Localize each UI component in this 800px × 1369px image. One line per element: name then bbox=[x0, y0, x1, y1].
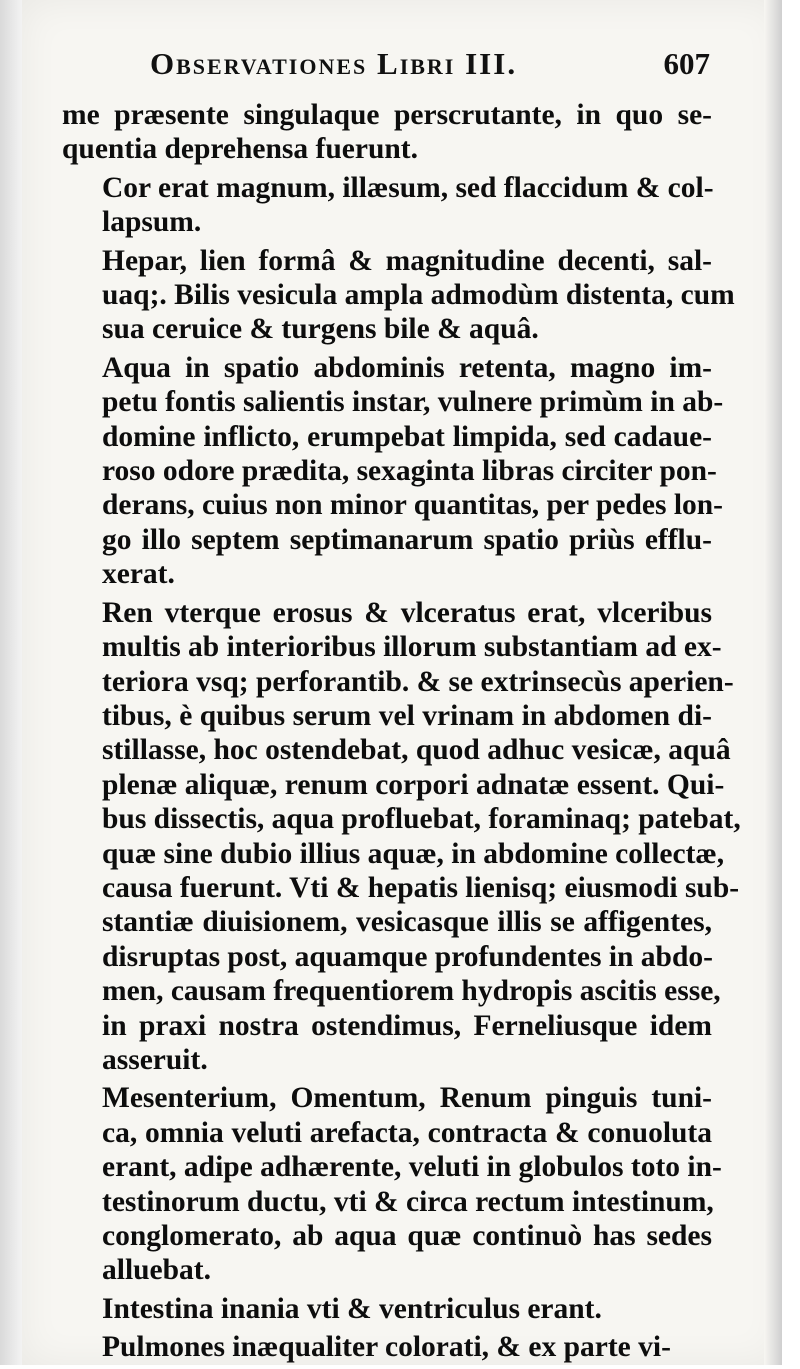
text-line: bus dissectis, aqua profluebat, foraminaq; patebat, bbox=[102, 803, 741, 836]
text-line: me præsente singulaque perscrutante, in quo se- bbox=[62, 99, 712, 131]
paragraph bbox=[62, 98, 712, 167]
text-line: testinorum ductu, vti & circa rectum intestinum, bbox=[102, 1185, 714, 1218]
text-line: ca, omnia veluti arefacta, contracta & conuoluta bbox=[102, 1116, 712, 1149]
text-line: go illo septem septimanarum spatio priùs efflu- bbox=[102, 523, 712, 556]
text-line: Mesenterium, Omentum, Renum pinguis tuni- bbox=[102, 1082, 712, 1115]
text-line: Pulmones inæqualiter colorati, & ex parte vi- bbox=[102, 1331, 671, 1364]
text-line: Ren vterque erosus & vlceratus erat, vlceribus bbox=[102, 596, 712, 629]
paragraph bbox=[62, 244, 735, 347]
text-line: in praxi nostra ostendimus, Ferneliusque idem bbox=[102, 1009, 712, 1042]
paragraph bbox=[62, 1330, 712, 1364]
text-line: multis ab interioribus illorum substantiam ad ex- bbox=[102, 631, 722, 664]
text-line: uaq;. Bilis vesicula ampla admodùm distenta, cum bbox=[102, 279, 735, 312]
gutter-shadow bbox=[0, 0, 22, 1365]
text-line: sua ceruice & turgens bile & aquâ. bbox=[102, 313, 539, 346]
text-line: plenæ aliquæ, renum corpori adnatæ essent. Qui- bbox=[102, 768, 725, 801]
text-line: xerat. bbox=[102, 558, 175, 591]
paragraph bbox=[62, 596, 741, 1078]
text-line: Aqua in spatio abdominis retenta, magno im- bbox=[102, 351, 712, 384]
paragraph bbox=[62, 1081, 722, 1287]
text-line: derans, cuius non minor quantitas, per pedes lon- bbox=[102, 489, 723, 522]
text-line: alluebat. bbox=[102, 1254, 211, 1287]
body-text bbox=[62, 98, 741, 1369]
text-line: tibus, è quibus serum vel vrinam in abdomen di- bbox=[102, 699, 712, 732]
paragraph bbox=[62, 351, 724, 592]
text-line: lapsum. bbox=[102, 206, 202, 239]
running-head: Observationes Libri III. bbox=[150, 46, 518, 81]
paragraph bbox=[62, 1292, 712, 1326]
paragraph bbox=[62, 171, 712, 240]
text-line: quæ sine dubio illius aquæ, in abdomine collectæ, bbox=[102, 837, 725, 870]
text-line: teriora vsq; perforantib. & se extrinsecùs aperien- bbox=[102, 665, 734, 698]
text-line: conglomerato, ab aqua quæ continuò has sedes bbox=[102, 1220, 712, 1252]
page-header bbox=[150, 46, 710, 86]
text-line: men, causam frequentiorem hydropis ascitis esse, bbox=[102, 975, 721, 1008]
page-edge bbox=[764, 0, 782, 1365]
text-line: disruptas post, aquamque profundentes in abdo- bbox=[102, 940, 713, 973]
page-number: 607 bbox=[663, 46, 710, 81]
text-line: petu fontis salientis instar, vulnere primùm in ab- bbox=[102, 386, 724, 419]
text-line: stantiæ diuisionem, vesicasque illis se affigentes, bbox=[102, 906, 712, 939]
text-line: Cor erat magnum, illæsum, sed flaccidum & col- bbox=[102, 171, 714, 204]
text-line: causa fuerunt. Vti & hepatis lienisq; eiusmodi sub- bbox=[102, 871, 740, 904]
text-line: domine inflicto, erumpebat limpida, sed cadaue- bbox=[102, 420, 712, 453]
text-line: erant, adipe adhærente, veluti in globulos toto in- bbox=[102, 1151, 722, 1184]
text-line: stillasse, hoc ostendebat, quod adhuc vesicæ, aquâ bbox=[102, 734, 731, 767]
text-line: Intestina inania vti & ventriculus erant. bbox=[102, 1292, 602, 1325]
text-line: quentia deprehensa fuerunt. bbox=[62, 133, 418, 166]
text-line: roso odore prædita, sexaginta libras circiter pon- bbox=[102, 455, 717, 488]
text-line: Hepar, lien formâ & magnitudine decenti, sal- bbox=[102, 244, 712, 277]
text-line: asseruit. bbox=[102, 1043, 208, 1076]
